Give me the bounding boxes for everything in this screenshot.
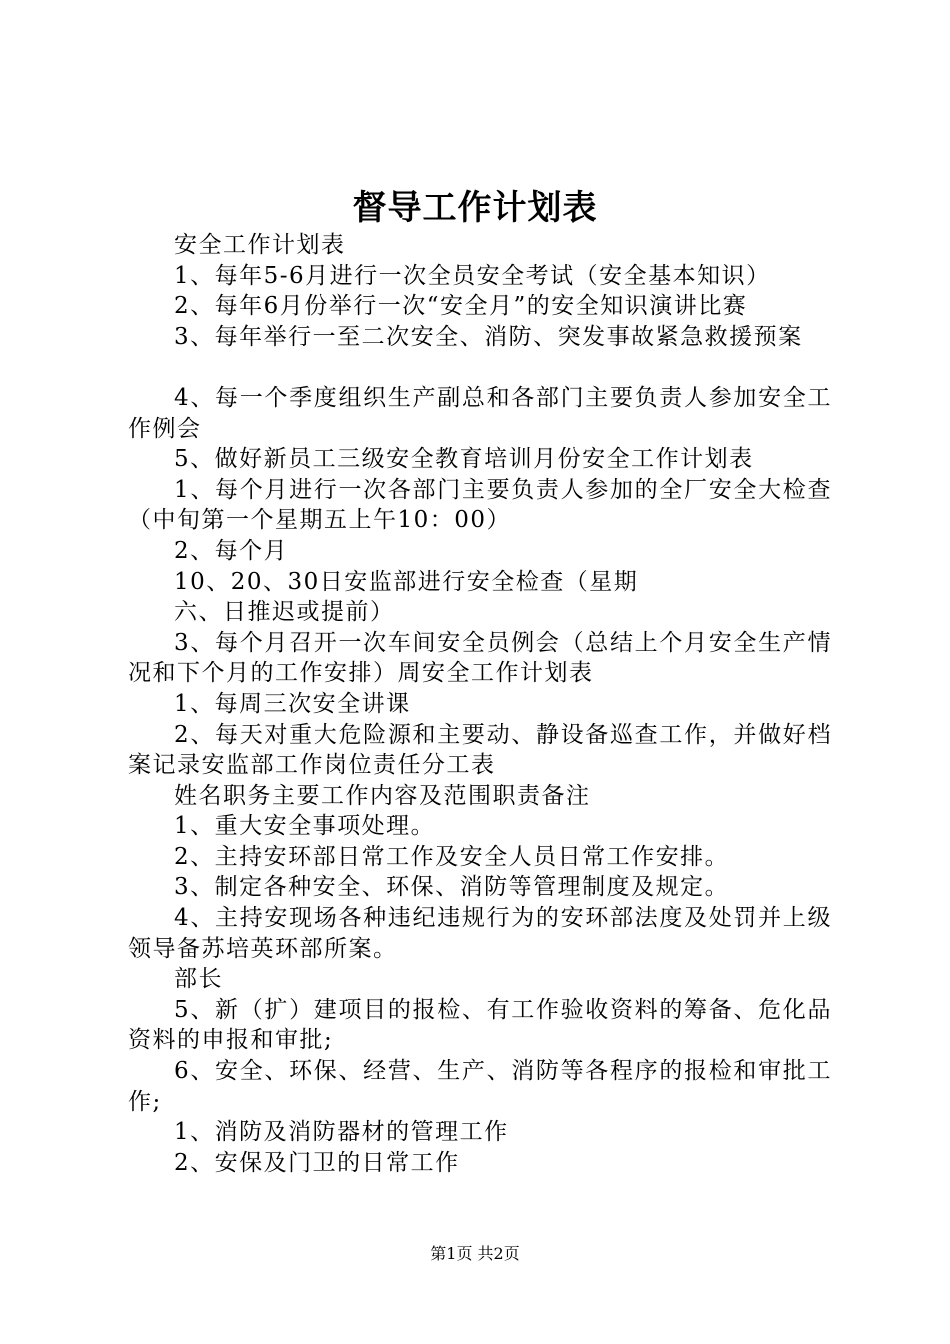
paragraph: 10、20、30日安监部进行安全检查（星期 xyxy=(174,568,639,595)
paragraph: 2、每个月 xyxy=(174,537,289,564)
paragraph: 3、每个月召开一次车间安全员例会（总结上个月安全生产情况和下个月的工作安排）周安全工作计划表 xyxy=(128,629,832,687)
paragraph: 部长 xyxy=(174,966,223,993)
paragraph: 6、安全、环保、经营、生产、消防等各程序的报检和审批工作; xyxy=(128,1058,832,1115)
paragraph: 4、每一个季度组织生产副总和各部门主要负责人参加安全工作例会 xyxy=(128,384,832,442)
page-footer: 第1页 共2页 xyxy=(430,1244,520,1263)
document-title: 督导工作计划表 xyxy=(352,188,598,228)
document-body xyxy=(128,230,832,1178)
paragraph: 1、每个月进行一次各部门主要负责人参加的全厂安全大检查（中旬第一个星期五上午10：00） xyxy=(128,476,832,534)
paragraph: 5、新（扩）建项目的报检、有工作验收资料的筹备、危化品资料的申报和审批; xyxy=(128,996,832,1054)
paragraph: 5、做好新员工三级安全教育培训月份安全工作计划表 xyxy=(174,446,754,473)
paragraph: 1、重大安全事项处理。 xyxy=(174,813,436,840)
paragraph: 1、每年5-6月进行一次全员安全考试（安全基本知识） xyxy=(174,262,771,289)
paragraph: 姓名职务主要工作内容及范围职责备注 xyxy=(174,782,591,809)
paragraph: 2、主持安环部日常工作及安全人员日常工作安排。 xyxy=(174,843,730,870)
paragraph: 2、安保及门卫的日常工作 xyxy=(174,1149,460,1176)
paragraph: 2、每年6月份举行一次“安全月”的安全知识演讲比赛 xyxy=(174,293,748,320)
paragraph: 4、主持安现场各种违纪违规行为的安环部法度及处罚并上级领导备苏培英环部所案。 xyxy=(128,905,832,962)
paragraph: 2、每天对重大危险源和主要动、静设备巡查工作，并做好档案记录安监部工作岗位责任分工表 xyxy=(128,721,832,779)
paragraph: 1、每周三次安全讲课 xyxy=(174,690,411,717)
paragraph: 1、消防及消防器材的管理工作 xyxy=(174,1119,509,1146)
paragraph: 安全工作计划表 xyxy=(174,232,346,258)
paragraph: 3、制定各种安全、环保、消防等管理制度及规定。 xyxy=(174,874,730,901)
paragraph: 六、日推迟或提前） xyxy=(174,599,395,626)
paragraph: 3、每年举行一至二次安全、消防、突发事故紧急救援预案 xyxy=(174,323,803,350)
